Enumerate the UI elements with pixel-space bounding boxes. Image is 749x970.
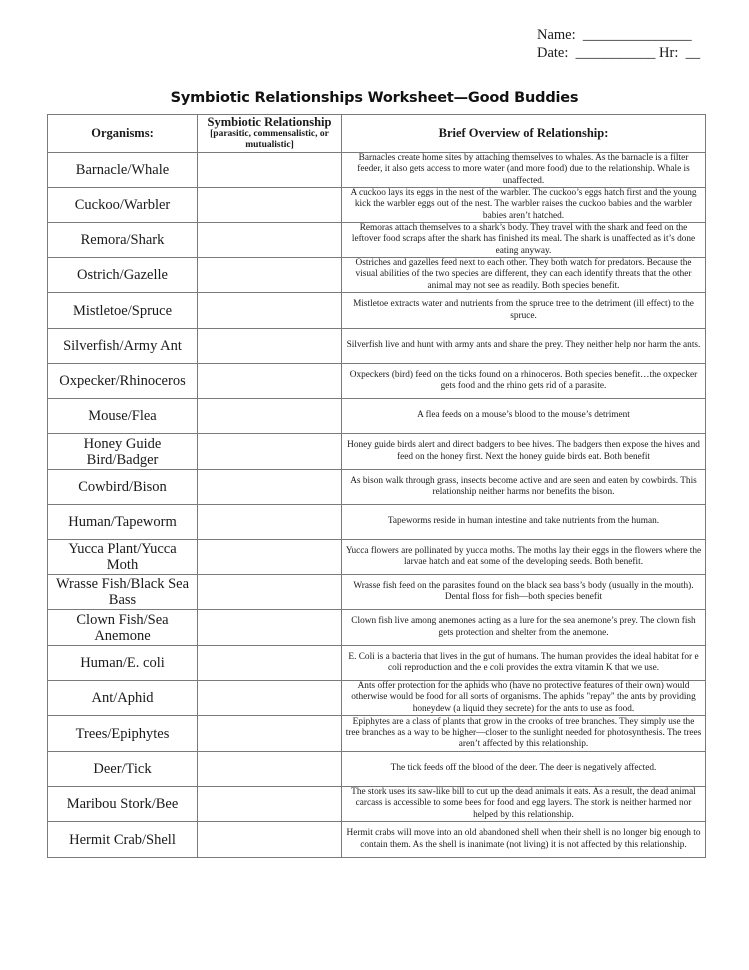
column-header-relationship — [198, 115, 342, 153]
relationship-answer-cell[interactable] — [198, 153, 342, 188]
table-header-row — [48, 115, 706, 153]
relationship-answer-cell[interactable] — [198, 716, 342, 752]
table-row — [48, 505, 706, 540]
overview-cell: A cuckoo lays its eggs in the nest of the warbler. The cuckoo’s eggs hatch first and the young kick the warbler eggs out of the nest. The warbler raises the cuckoo babies and the warbler babies aren’t hatched. — [342, 188, 706, 223]
relationship-answer-cell[interactable] — [198, 188, 342, 223]
overview-cell: A flea feeds on a mouse’s blood to the mouse’s detriment — [342, 399, 706, 434]
relationship-answer-cell[interactable] — [198, 293, 342, 329]
organisms-cell: Cowbird/Bison — [48, 470, 198, 505]
organisms-cell: Remora/Shark — [48, 223, 198, 258]
organisms-cell: Human/E. coli — [48, 646, 198, 681]
relationship-answer-cell[interactable] — [198, 540, 342, 575]
table-row — [48, 752, 706, 787]
relationship-answer-cell[interactable] — [198, 329, 342, 364]
relationship-answer-cell[interactable] — [198, 470, 342, 505]
organisms-cell: Human/Tapeworm — [48, 505, 198, 540]
relationship-answer-cell[interactable] — [198, 364, 342, 399]
relationship-answer-cell[interactable] — [198, 752, 342, 787]
relationship-answer-cell[interactable] — [198, 822, 342, 858]
overview-cell: The stork uses its saw-like bill to cut up the dead animals it eats. As a result, the dead animal carcass is accessible to some bees for food and egg layers. The stork is neither harmed nor helped by this relationship. — [342, 787, 706, 822]
overview-cell: Mistletoe extracts water and nutrients from the spruce tree to the detriment (ill effect) to the spruce. — [342, 293, 706, 329]
relationship-answer-cell[interactable] — [198, 258, 342, 293]
organisms-cell: Mouse/Flea — [48, 399, 198, 434]
table-row — [48, 470, 706, 505]
organisms-cell: Deer/Tick — [48, 752, 198, 787]
table-row — [48, 787, 706, 822]
date-hour-field[interactable]: Date: ___________ Hr: __ — [537, 45, 701, 61]
overview-cell: Wrasse fish feed on the parasites found on the black sea bass’s body (usually in the mouth). Dental floss for fish—both species benefit — [342, 575, 706, 610]
overview-cell: Remoras attach themselves to a shark’s body. They travel with the shark and feed on the leftover food scraps after the shark has finished its meal. The shark is unaffected as it’s done eating anyway. — [342, 223, 706, 258]
organisms-cell: Yucca Plant/Yucca Moth — [48, 540, 198, 575]
organisms-cell: Ostrich/Gazelle — [48, 258, 198, 293]
relationship-answer-cell[interactable] — [198, 223, 342, 258]
table-row — [48, 681, 706, 716]
relationship-answer-cell[interactable] — [198, 505, 342, 540]
column-header-overview: Brief Overview of Relationship: — [342, 115, 706, 153]
relationship-header-hint: [parasitic, commensalistic, or mutualistic] — [210, 129, 329, 150]
overview-cell: Clown fish live among anemones acting as a lure for the sea anemone’s prey. The clown fish gets protection and shelter from the anemone. — [342, 610, 706, 646]
table-row — [48, 258, 706, 293]
organisms-cell: Trees/Epiphytes — [48, 716, 198, 752]
table-row — [48, 540, 706, 575]
overview-cell: Epiphytes are a class of plants that grow in the crooks of tree branches. They simply use the tree branches as a way to be higher—closer to the sunlight needed for photosynthesis. The trees aren’t affected by this relationship. — [342, 716, 706, 752]
overview-cell: Oxpeckers (bird) feed on the ticks found on a rhinoceros. Both species benefit…the oxpecker gets food and the rhino gets rid of a parasite. — [342, 364, 706, 399]
table-row — [48, 329, 706, 364]
table-row — [48, 399, 706, 434]
table-row — [48, 188, 706, 223]
symbiosis-table — [47, 114, 706, 858]
table-row — [48, 575, 706, 610]
organisms-cell: Barnacle/Whale — [48, 153, 198, 188]
organisms-cell: Honey Guide Bird/Badger — [48, 434, 198, 470]
organisms-cell: Hermit Crab/Shell — [48, 822, 198, 858]
relationship-answer-cell[interactable] — [198, 646, 342, 681]
relationship-header-label: Symbiotic Relationship — [207, 115, 332, 129]
organisms-cell: Silverfish/Army Ant — [48, 329, 198, 364]
table-row — [48, 364, 706, 399]
table-row — [48, 716, 706, 752]
overview-cell: Tapeworms reside in human intestine and take nutrients from the human. — [342, 505, 706, 540]
overview-cell: Ostriches and gazelles feed next to each other. They both watch for predators. Because the visual abilities of the two species are different, they can each identify threats that the other animal may not see as readily. Both species benefit. — [342, 258, 706, 293]
name-field[interactable]: Name: _______________ — [537, 27, 692, 43]
table-row — [48, 610, 706, 646]
overview-cell: Yucca flowers are pollinated by yucca moths. The moths lay their eggs in the flowers where the larvae hatch and eat some of the developing seeds. Both benefit. — [342, 540, 706, 575]
relationship-answer-cell[interactable] — [198, 434, 342, 470]
overview-cell: The tick feeds off the blood of the deer. The deer is negatively affected. — [342, 752, 706, 787]
relationship-answer-cell[interactable] — [198, 787, 342, 822]
overview-cell: Barnacles create home sites by attaching themselves to whales. As the barnacle is a filter feeder, it also gets access to more water (and more food) due to the relationship. Whale is unaffected. — [342, 153, 706, 188]
overview-cell: Silverfish live and hunt with army ants and share the prey. They neither help nor harm the ants. — [342, 329, 706, 364]
table-row — [48, 293, 706, 329]
organisms-cell: Cuckoo/Warbler — [48, 188, 198, 223]
overview-cell: E. Coli is a bacteria that lives in the gut of humans. The human provides the ideal habitat for e coli reproduction and the e coli provides the extra vitamin K that we use. — [342, 646, 706, 681]
table-row — [48, 223, 706, 258]
table-row — [48, 434, 706, 470]
column-header-organisms: Organisms: — [48, 115, 198, 153]
table-row — [48, 153, 706, 188]
organisms-cell: Clown Fish/Sea Anemone — [48, 610, 198, 646]
relationship-answer-cell[interactable] — [198, 681, 342, 716]
organisms-cell: Mistletoe/Spruce — [48, 293, 198, 329]
relationship-answer-cell[interactable] — [198, 610, 342, 646]
overview-cell: Ants offer protection for the aphids who (have no protective features of their own) would otherwise would be food for all sorts of organisms. The aphids "repay" the ants by providing honeydew (a liquid they secrete) for the ants to use as food. — [342, 681, 706, 716]
table-row — [48, 822, 706, 858]
organisms-cell: Ant/Aphid — [48, 681, 198, 716]
relationship-answer-cell[interactable] — [198, 575, 342, 610]
organisms-cell: Oxpecker/Rhinoceros — [48, 364, 198, 399]
organisms-cell: Wrasse Fish/Black Sea Bass — [48, 575, 198, 610]
worksheet-title: Symbiotic Relationships Worksheet—Good Buddies — [170, 90, 579, 106]
organisms-cell: Maribou Stork/Bee — [48, 787, 198, 822]
overview-cell: As bison walk through grass, insects become active and are seen and eaten by cowbirds. This relationship neither harms nor benefits the bison. — [342, 470, 706, 505]
table-row — [48, 646, 706, 681]
overview-cell: Honey guide birds alert and direct badgers to bee hives. The badgers then expose the hives and feed on the honey first. Next the honey guide birds eat. Both benefit — [342, 434, 706, 470]
relationship-answer-cell[interactable] — [198, 399, 342, 434]
student-info-fields — [537, 26, 700, 62]
table-body — [48, 153, 706, 858]
overview-cell: Hermit crabs will move into an old abandoned shell when their shell is no longer big enough to contain them. As the shell is inanimate (not living) it is not affected by this relationship. — [342, 822, 706, 858]
